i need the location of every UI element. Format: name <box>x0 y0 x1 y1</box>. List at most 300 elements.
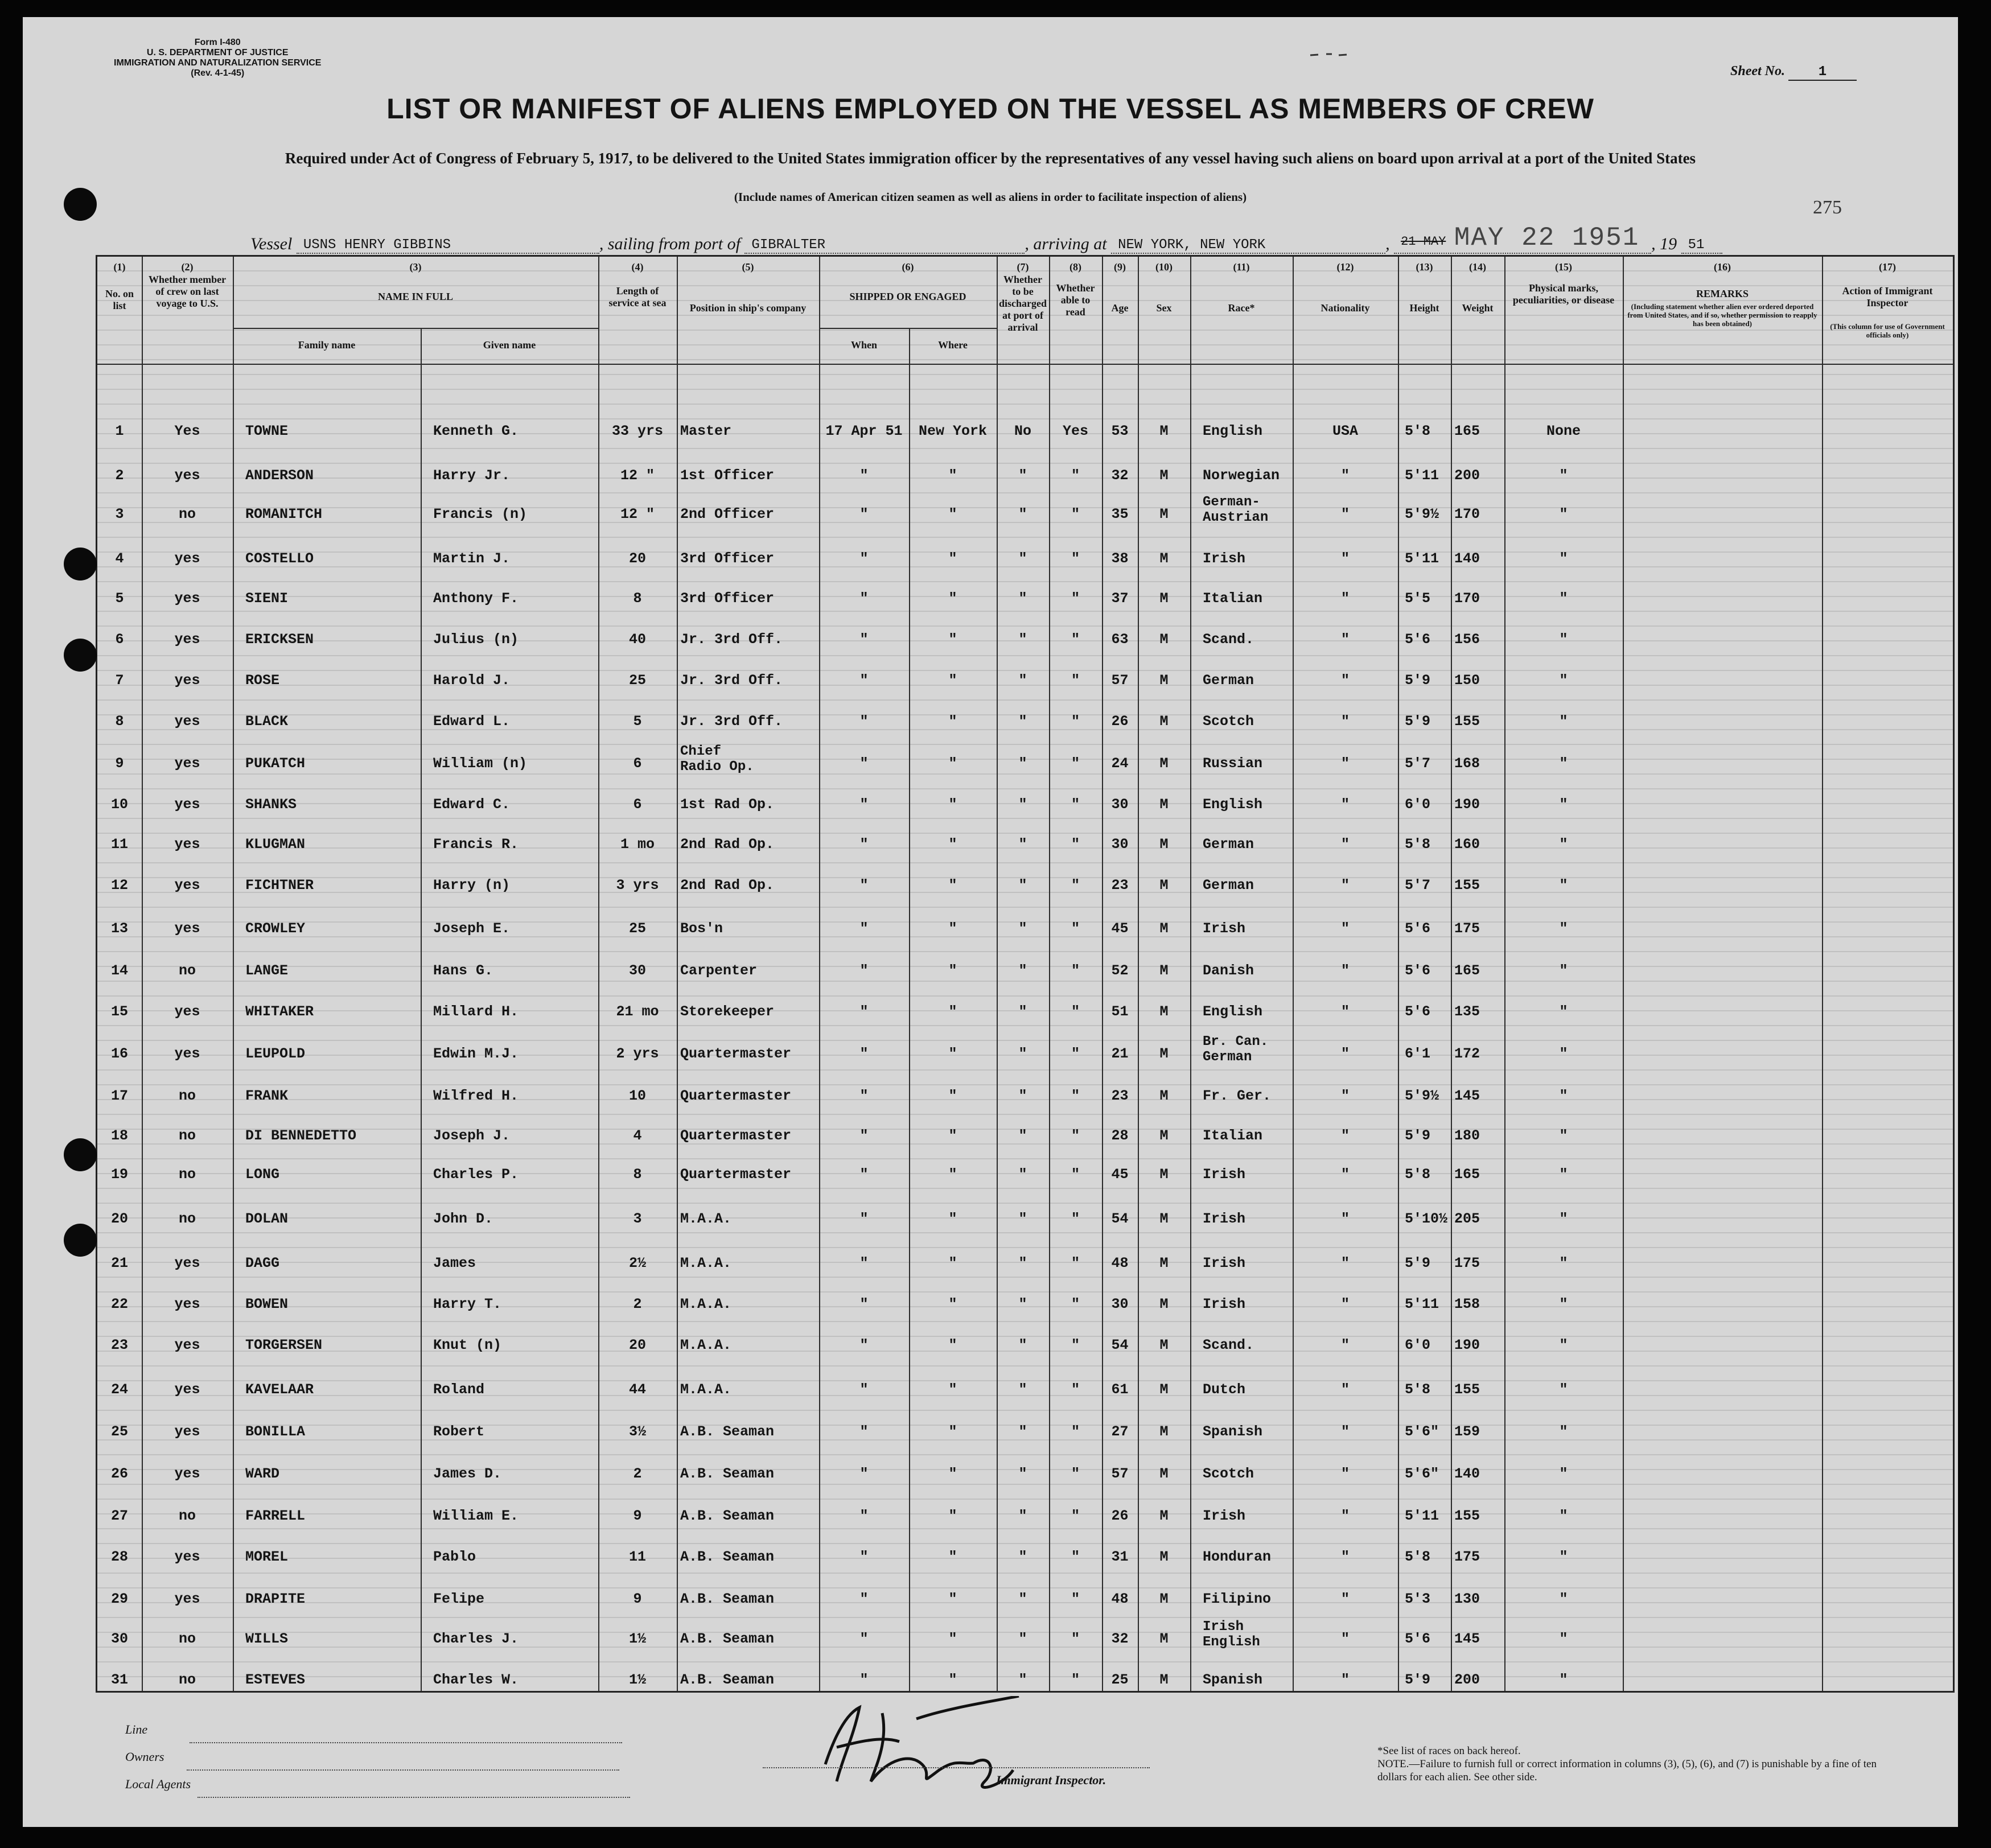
given-name: Francis R. <box>433 836 519 853</box>
column-number: (8) <box>1069 261 1081 273</box>
shipped-where: " <box>948 672 957 689</box>
given-name: Harry Jr. <box>433 467 511 484</box>
shipped-when: " <box>859 1003 869 1020</box>
weight: 140 <box>1454 1466 1480 1482</box>
sailing-label: , sailing from port of <box>599 234 741 253</box>
given-name: Martin J. <box>433 550 511 567</box>
age: 26 <box>1111 1508 1129 1524</box>
fine-note: NOTE.—Failure to furnish full or correct information in columns (3), (5), (6), and (7) is punishable by a fine of ten dollars for each alien. See other side. <box>1377 1758 1877 1783</box>
shipped-when: " <box>859 467 869 484</box>
weight: 175 <box>1454 920 1480 937</box>
crew-row <box>97 631 1953 654</box>
nationality: " <box>1340 1631 1350 1647</box>
race: Honduran <box>1203 1549 1272 1565</box>
list-number: 22 <box>110 1296 128 1312</box>
age: 54 <box>1111 1211 1129 1227</box>
shipped-when: " <box>859 1046 869 1062</box>
weight: 145 <box>1454 1631 1480 1647</box>
crew-row <box>97 877 1953 900</box>
able-to-read: " <box>1071 550 1080 567</box>
column-header: No. on list <box>105 288 134 311</box>
height: 5'5 <box>1405 590 1431 607</box>
able-to-read: " <box>1071 1088 1080 1104</box>
age: 61 <box>1111 1381 1129 1398</box>
race: Irish <box>1203 550 1246 567</box>
height: 5'8 <box>1405 836 1431 853</box>
able-to-read: " <box>1071 1211 1080 1227</box>
shipped-where: " <box>948 1423 957 1440</box>
family-name: SHANKS <box>245 796 297 813</box>
discharged: " <box>1018 1046 1027 1062</box>
column-header: Position in ship's company <box>689 302 807 314</box>
sex: M <box>1159 1255 1169 1271</box>
height: 5'6 <box>1405 1631 1431 1647</box>
race: Irish <box>1203 1211 1246 1227</box>
position-line: Chief <box>680 744 722 759</box>
race: Italian <box>1203 1127 1263 1144</box>
able-to-read: " <box>1071 1337 1080 1353</box>
column-number: (10) <box>1155 261 1173 273</box>
sex: M <box>1159 1508 1169 1524</box>
weight: 175 <box>1454 1255 1480 1271</box>
family-name: BOWEN <box>245 1296 289 1312</box>
weight: 200 <box>1454 467 1480 484</box>
physical-marks: " <box>1559 1211 1568 1227</box>
sex: M <box>1159 1003 1169 1020</box>
sex: M <box>1159 672 1169 689</box>
physical-marks: " <box>1559 1672 1568 1688</box>
crew-row <box>97 920 1953 943</box>
discharged: " <box>1018 962 1027 979</box>
nationality: " <box>1340 877 1350 894</box>
discharged: " <box>1018 1088 1027 1104</box>
previous-voyage: yes <box>174 713 200 730</box>
shipped-when: " <box>859 1508 869 1524</box>
weight: 145 <box>1454 1088 1480 1104</box>
discharged: " <box>1018 796 1027 813</box>
race: German <box>1203 672 1254 689</box>
list-number: 16 <box>110 1046 128 1062</box>
physical-marks: " <box>1559 467 1568 484</box>
ink-mark <box>1309 50 1349 56</box>
age: 57 <box>1111 1466 1129 1482</box>
race: English <box>1203 1003 1263 1020</box>
family-name: SIENI <box>245 590 289 607</box>
inspector-header-note: (This column for use of Government officials only) <box>1830 322 1945 339</box>
previous-voyage: yes <box>174 877 200 894</box>
nationality: " <box>1340 1466 1350 1482</box>
shipped-where: " <box>948 1127 957 1144</box>
previous-voyage: yes <box>174 1381 200 1398</box>
nationality: " <box>1340 1255 1350 1271</box>
list-number: 2 <box>115 467 124 484</box>
previous-voyage: no <box>178 1672 196 1688</box>
voyage-line: Vessel USNS HENRY GIBBINS , sailing from port of GIBRALTER , arriving at NEW YORK, NEW YORK , 21 MAY MAY 22 1951 , 19 51 <box>250 223 1722 254</box>
height: 5'6" <box>1405 1466 1439 1482</box>
position: 2nd Officer <box>680 506 775 522</box>
shipped-when: " <box>859 796 869 813</box>
given-name: Harry (n) <box>433 877 511 894</box>
crew-row <box>97 1549 1953 1571</box>
column-header: Length of service at sea <box>608 285 667 308</box>
race: Danish <box>1203 962 1254 979</box>
crew-row <box>97 1591 1953 1614</box>
weight: 135 <box>1454 1003 1480 1020</box>
shipped-when: " <box>859 1088 869 1104</box>
race: Scand. <box>1203 1337 1254 1353</box>
column-header: NAME IN FULL <box>377 291 453 302</box>
punch-hole <box>64 1138 97 1171</box>
given-name: James D. <box>433 1466 502 1482</box>
shipped-where: " <box>948 713 957 730</box>
position: A.B. Seaman <box>680 1672 775 1688</box>
shipped-where: New York <box>918 423 988 439</box>
physical-marks: None <box>1546 423 1581 439</box>
race <box>1203 1034 1268 1065</box>
able-to-read: " <box>1071 1631 1080 1647</box>
nationality: " <box>1340 506 1350 522</box>
races-note: *See list of races on back hereof. <box>1377 1745 1521 1757</box>
list-number: 25 <box>110 1423 128 1440</box>
shipped-where: " <box>948 550 957 567</box>
previous-voyage: no <box>178 962 196 979</box>
sex: M <box>1159 1631 1169 1647</box>
family-name: BLACK <box>245 713 289 730</box>
able-to-read: " <box>1071 1591 1080 1607</box>
discharged: " <box>1018 506 1027 522</box>
nationality: " <box>1340 631 1350 648</box>
shipped-when: " <box>859 1672 869 1688</box>
position: 2nd Rad Op. <box>680 836 775 853</box>
physical-marks: " <box>1559 836 1568 853</box>
service-length: 25 <box>628 672 646 689</box>
include-note: (Include names of American citizen seamen as well as aliens in order to facilitate inspection of aliens) <box>734 190 1247 204</box>
previous-voyage: yes <box>174 1466 200 1482</box>
column-number: (14) <box>1469 261 1486 273</box>
discharged: " <box>1018 1166 1027 1183</box>
race-line: Irish <box>1203 1619 1244 1635</box>
shipped-where: " <box>948 755 957 772</box>
given-name: Charles W. <box>433 1672 519 1688</box>
age: 45 <box>1111 1166 1129 1183</box>
race: Irish <box>1203 1166 1246 1183</box>
shipped-when: " <box>859 1591 869 1607</box>
previous-voyage: yes <box>174 1337 200 1353</box>
shipped-where: " <box>948 796 957 813</box>
family-name: PUKATCH <box>245 755 306 772</box>
previous-voyage: yes <box>174 550 200 567</box>
list-number: 26 <box>110 1466 128 1482</box>
race: Irish <box>1203 1296 1246 1312</box>
sex: M <box>1159 755 1169 772</box>
physical-marks: " <box>1559 1127 1568 1144</box>
sex: M <box>1159 920 1169 937</box>
able-to-read: " <box>1071 962 1080 979</box>
race: German <box>1203 877 1254 894</box>
race: Fr. Ger. <box>1203 1088 1272 1104</box>
shipped-when: " <box>859 1296 869 1312</box>
position: Storekeeper <box>680 1003 775 1020</box>
service-length: 10 <box>628 1088 646 1104</box>
crew-row <box>97 590 1953 613</box>
sex: M <box>1159 1549 1169 1565</box>
crew-row <box>97 495 1953 529</box>
vessel-name: USNS HENRY GIBBINS <box>297 237 599 254</box>
given-name: Anthony F. <box>433 590 519 607</box>
list-number: 7 <box>115 672 124 689</box>
age: 53 <box>1111 423 1129 439</box>
service-length: 33 yrs <box>611 423 663 439</box>
column-header: Nationality <box>1321 302 1370 314</box>
weight: 170 <box>1454 506 1480 522</box>
physical-marks: " <box>1559 920 1568 937</box>
discharged: " <box>1018 1127 1027 1144</box>
physical-marks: " <box>1559 1088 1568 1104</box>
nationality: " <box>1340 713 1350 730</box>
service-length: 25 <box>628 920 646 937</box>
physical-marks: " <box>1559 713 1568 730</box>
weight: 158 <box>1454 1296 1480 1312</box>
nationality: " <box>1340 962 1350 979</box>
shipped-when: 17 Apr 51 <box>825 423 903 439</box>
height: 5'9 <box>1405 1672 1431 1688</box>
physical-marks: " <box>1559 1046 1568 1062</box>
able-to-read: " <box>1071 631 1080 648</box>
age: 51 <box>1111 1003 1129 1020</box>
previous-voyage: no <box>178 1508 196 1524</box>
weight: 170 <box>1454 590 1480 607</box>
previous-voyage: yes <box>174 1003 200 1020</box>
race: German <box>1203 836 1254 853</box>
column-number: (5) <box>742 261 754 273</box>
shipped-where: " <box>948 962 957 979</box>
physical-marks: " <box>1559 1423 1568 1440</box>
weight: 155 <box>1454 1381 1480 1398</box>
service-length: 4 <box>633 1127 642 1144</box>
height: 5'11 <box>1405 1508 1439 1524</box>
list-number: 28 <box>110 1549 128 1565</box>
given-name: Joseph E. <box>433 920 511 937</box>
weight: 165 <box>1454 1166 1480 1183</box>
sex: M <box>1159 1046 1169 1062</box>
shipped-when: " <box>859 962 869 979</box>
crew-row <box>97 1255 1953 1278</box>
race: English <box>1203 796 1263 813</box>
height: 5'9 <box>1405 713 1431 730</box>
nationality: " <box>1340 1046 1350 1062</box>
height: 5'9 <box>1405 1255 1431 1271</box>
height: 5'8 <box>1405 1549 1431 1565</box>
service-length: 44 <box>628 1381 646 1398</box>
sex: M <box>1159 713 1169 730</box>
age: 38 <box>1111 550 1129 567</box>
weight: 200 <box>1454 1672 1480 1688</box>
discharged: " <box>1018 672 1027 689</box>
shipped-when: " <box>859 713 869 730</box>
service-length: 1 mo <box>620 836 655 853</box>
shipped-when: " <box>859 1127 869 1144</box>
age: 24 <box>1111 755 1129 772</box>
sex: M <box>1159 1591 1169 1607</box>
footer-notes <box>1377 1744 1890 1784</box>
shipped-when: " <box>859 1549 869 1565</box>
service-length: 1½ <box>628 1631 646 1647</box>
discharged: " <box>1018 836 1027 853</box>
nationality: " <box>1340 1003 1350 1020</box>
able-to-read: " <box>1071 506 1080 522</box>
nationality: " <box>1340 672 1350 689</box>
service-length: 6 <box>633 796 642 813</box>
list-number: 1 <box>115 423 124 439</box>
position: 2nd Rad Op. <box>680 877 775 894</box>
height: 5'11 <box>1405 1296 1439 1312</box>
requirement-text: Required under Act of Congress of February 5, 1917, to be delivered to the United States immigration officer by the representatives of any vessel having such aliens on board upon arrival at a port of the United States <box>285 150 1696 167</box>
able-to-read: " <box>1071 1466 1080 1482</box>
manifest-title: LIST OR MANIFEST OF ALIENS EMPLOYED ON THE VESSEL AS MEMBERS OF CREW <box>386 93 1594 125</box>
shipped-where: " <box>948 1549 957 1565</box>
list-number: 3 <box>115 506 124 522</box>
previous-voyage: no <box>178 1088 196 1104</box>
age: 21 <box>1111 1046 1129 1062</box>
height: 5'9½ <box>1405 1088 1439 1104</box>
previous-voyage: no <box>178 1631 196 1647</box>
given-name: Edward L. <box>433 713 511 730</box>
remarks-header-note: (Including statement whether alien ever ordered deported from United States, and if so, whether permission to reapply has been obtained) <box>1627 302 1817 328</box>
physical-marks: " <box>1559 962 1568 979</box>
given-name: Robert <box>433 1423 485 1440</box>
shipped-when: " <box>859 1211 869 1227</box>
department-name: U. S. DEPARTMENT OF JUSTICE <box>146 48 289 57</box>
family-name: ESTEVES <box>245 1672 306 1688</box>
shipped-when: " <box>859 877 869 894</box>
discharged: " <box>1018 1549 1027 1565</box>
column-header: Weight <box>1462 302 1494 314</box>
family-name: FARRELL <box>245 1508 306 1524</box>
able-to-read: " <box>1071 1046 1080 1062</box>
list-number: 11 <box>110 836 128 853</box>
position: A.B. Seaman <box>680 1549 775 1565</box>
column-number: (11) <box>1233 261 1250 273</box>
discharged: " <box>1018 1296 1027 1312</box>
previous-voyage: yes <box>174 796 200 813</box>
physical-marks: " <box>1559 631 1568 648</box>
position: 1st Rad Op. <box>680 796 775 813</box>
crew-row <box>97 672 1953 695</box>
race: Italian <box>1203 590 1263 607</box>
race: Dutch <box>1203 1381 1246 1398</box>
weight: 180 <box>1454 1127 1480 1144</box>
age: 30 <box>1111 836 1129 853</box>
family-name: LANGE <box>245 962 289 979</box>
shipped-where: " <box>948 1672 957 1688</box>
race: Scotch <box>1203 1466 1254 1482</box>
height: 5'7 <box>1405 877 1431 894</box>
service-length: 3 yrs <box>616 877 659 894</box>
column-header: Height <box>1409 302 1439 314</box>
height: 5'10½ <box>1405 1211 1448 1227</box>
shipped-where: " <box>948 1255 957 1271</box>
sheet-number-value: 1 <box>1788 64 1857 81</box>
discharged: No <box>1014 423 1031 439</box>
discharged: " <box>1018 590 1027 607</box>
given-name: Joseph J. <box>433 1127 511 1144</box>
shipped-where: " <box>948 1088 957 1104</box>
list-number: 23 <box>110 1337 128 1353</box>
able-to-read: " <box>1071 1127 1080 1144</box>
nationality: " <box>1340 1296 1350 1312</box>
age: 48 <box>1111 1591 1129 1607</box>
race: English <box>1203 423 1263 439</box>
shipped-when: " <box>859 672 869 689</box>
crew-row <box>97 1423 1953 1446</box>
crew-row <box>97 1337 1953 1360</box>
nationality: " <box>1340 1591 1350 1607</box>
previous-voyage: Yes <box>174 423 200 439</box>
column-number: (1) <box>113 261 126 273</box>
previous-voyage: yes <box>174 1549 200 1565</box>
weight: 130 <box>1454 1591 1480 1607</box>
form-revision: (Rev. 4-1-45) <box>191 68 245 78</box>
age: 26 <box>1111 713 1129 730</box>
shipped-when: " <box>859 1466 869 1482</box>
nationality: " <box>1340 467 1350 484</box>
family-name: KLUGMAN <box>245 836 306 853</box>
list-number: 29 <box>110 1591 128 1607</box>
inspector-line <box>763 1767 1150 1768</box>
crew-row <box>97 1211 1953 1233</box>
discharged: " <box>1018 755 1027 772</box>
discharged: " <box>1018 1423 1027 1440</box>
able-to-read: " <box>1071 1549 1080 1565</box>
where-header: Where <box>938 339 968 351</box>
list-number: 17 <box>110 1088 128 1104</box>
family-name: BONILLA <box>245 1423 306 1440</box>
age: 45 <box>1111 920 1129 937</box>
position: 3rd Officer <box>680 550 775 567</box>
height: 6'0 <box>1405 1337 1431 1353</box>
list-number: 12 <box>110 877 128 894</box>
shipped-when: " <box>859 1337 869 1353</box>
service-length: 21 mo <box>616 1003 659 1020</box>
sex: M <box>1159 423 1169 439</box>
sex: M <box>1159 1466 1169 1482</box>
family-name: COSTELLO <box>245 550 314 567</box>
position: A.B. Seaman <box>680 1508 775 1524</box>
height: 5'8 <box>1405 1381 1431 1398</box>
service-length: 3 <box>633 1211 642 1227</box>
list-number: 10 <box>110 796 128 813</box>
age: 57 <box>1111 672 1129 689</box>
given-name: Harold J. <box>433 672 511 689</box>
service-length: 3½ <box>628 1423 646 1440</box>
service-length: 8 <box>633 1166 642 1183</box>
column-number: (17) <box>1879 261 1896 273</box>
sex: M <box>1159 467 1169 484</box>
physical-marks: " <box>1559 1508 1568 1524</box>
weight: 165 <box>1454 423 1480 439</box>
family-name: TORGERSEN <box>245 1337 323 1353</box>
list-number: 13 <box>110 920 128 937</box>
arrival-date-stamp: MAY 22 1951 <box>1454 223 1640 253</box>
column-header: Sex <box>1156 302 1172 314</box>
position <box>680 744 754 775</box>
age: 32 <box>1111 467 1129 484</box>
race-line: German <box>1203 1049 1252 1065</box>
family-name: TOWNE <box>245 423 289 439</box>
nationality: " <box>1340 1088 1350 1104</box>
nationality: " <box>1340 1423 1350 1440</box>
race: Norwegian <box>1203 467 1280 484</box>
